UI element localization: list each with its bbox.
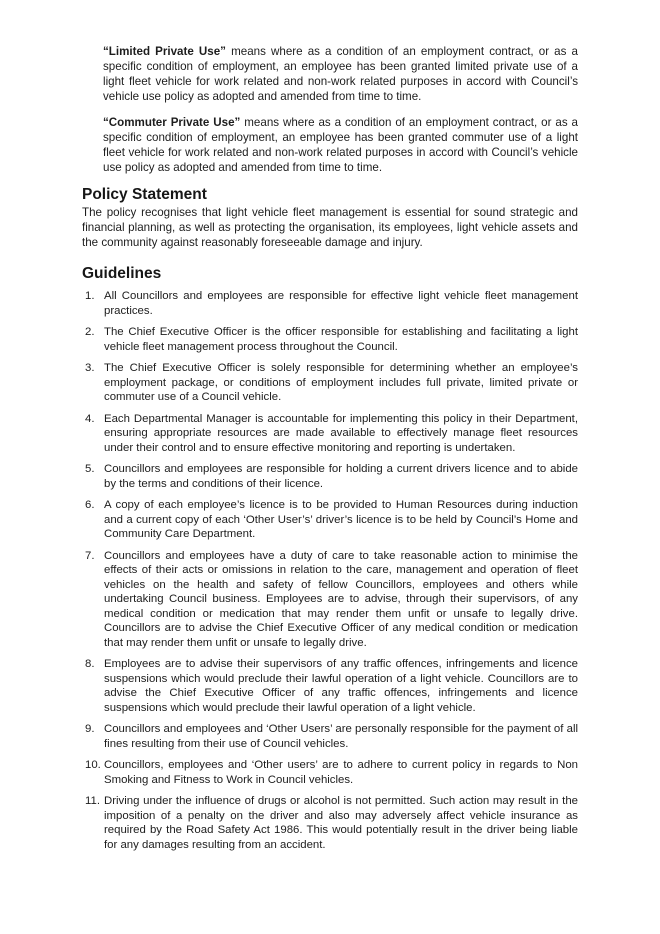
guideline-item-5 <box>82 462 578 491</box>
guideline-number: 1. <box>85 290 95 302</box>
guideline-item-1 <box>82 289 578 318</box>
guideline-number: 2. <box>85 326 95 338</box>
guideline-text: Driving under the influence of drugs or alcohol is not permitted. Such action may result in the imposition of a penalty on the driver and also may adversely affect vehicle insurance as required by the Road Safety Act 1986. This would potentially result in the driver being liable for any damages resulting from an accident. <box>104 795 578 851</box>
guideline-text: The Chief Executive Officer is the officer responsible for establishing and facilitating a light vehicle fleet management process throughout the Council. <box>104 326 578 353</box>
guideline-text: Each Departmental Manager is accountable for implementing this policy in their Department, ensuring appropriate resources are made available to effectively manage fleet resources under their control and to ensure effective monitoring and reporting is undertaken. <box>104 412 578 454</box>
guidelines-list <box>82 289 578 852</box>
guideline-item-11 <box>82 794 578 852</box>
guidelines-heading: Guidelines <box>82 265 162 282</box>
guideline-number: 5. <box>85 463 95 475</box>
guideline-item-10 <box>82 758 578 787</box>
guideline-item-2 <box>82 325 578 354</box>
definition-body-commuter: means where as a condition of an employment contract, or as a specific condition of employment, an employee has been granted commuter use of a light fleet vehicle for work related and non-work related purposes in accord with Council’s vehicle use policy as adopted and amended from time to time. <box>103 116 578 174</box>
guideline-item-7 <box>82 549 578 651</box>
guideline-item-3 <box>82 361 578 405</box>
guideline-text: Councillors and employees have a duty of care to take reasonable action to minimise the effects of their acts or omissions in relation to the care, management and operation of fleet vehicles on the health and safety of fellow Councillors, employees and others while undertaking Council business. Employees are to advise, through their supervisors, of any medical condition or medication that may render them unfit or unsafe to legally drive. Councillors are to advise the Chief Executive Officer of any medical condition or medication that may render them unfit or unsafe to legally drive. <box>104 549 578 649</box>
guideline-text: Councillors, employees and ‘Other users’ are to adhere to current policy in regards to Non Smoking and Fitness to Work in Council vehicles. <box>104 759 578 786</box>
guideline-number: 11. <box>85 795 100 807</box>
guideline-text: Employees are to advise their supervisors of any traffic offences, infringements and licence suspensions which would preclude their lawful operation of a light vehicle. Councillors are to advise the Chief Executive Officer of any traffic offences, infringements and licence suspensions which would preclude their lawful operation of a light vehicle. <box>104 658 578 714</box>
guideline-item-4 <box>82 412 578 456</box>
definition-commuter-private-use <box>103 115 578 175</box>
guideline-number: 4. <box>85 412 95 425</box>
guideline-number: 3. <box>85 362 95 374</box>
definition-term-commuter: “Commuter Private Use” <box>103 116 241 129</box>
guideline-number: 10. <box>85 759 101 771</box>
guideline-number: 9. <box>85 723 95 735</box>
guideline-number: 7. <box>85 549 95 562</box>
guideline-text: All Councillors and employees are responsible for effective light vehicle fleet management practices. <box>104 290 578 317</box>
definition-term-limited: “Limited Private Use” <box>103 45 226 58</box>
guideline-text: Councillors and employees and ‘Other Users’ are personally responsible for the payment of all fines resulting from their use of Council vehicles. <box>104 723 578 750</box>
definition-limited-private-use <box>103 44 578 104</box>
guideline-item-8 <box>82 657 578 715</box>
policy-statement-heading: Policy Statement <box>82 186 207 203</box>
guideline-text: The Chief Executive Officer is solely responsible for determining whether an employee’s employment package, or conditions of employment includes full private, limited private or commuter use of a Council vehicle. <box>104 362 578 403</box>
guideline-number: 6. <box>85 499 95 511</box>
guideline-item-6 <box>82 498 578 542</box>
guideline-text: Councillors and employees are responsible for holding a current drivers licence and to abide by the terms and conditions of their licence. <box>104 463 578 490</box>
guideline-text: A copy of each employee’s licence is to be provided to Human Resources during induction and a current copy of each ‘Other User’s’ driver’s licence is to be held by Council’s Home and Community Care Department. <box>104 499 578 540</box>
policy-statement-body: The policy recognises that light vehicle fleet management is essential for sound strategic and financial planning, as well as protecting the organisation, its employees, light vehicle assets and the community against reasonably foreseeable damage and injury. <box>82 206 578 249</box>
guideline-item-9 <box>82 722 578 751</box>
definition-body-limited: means where as a condition of an employment contract, or as a specific condition of employment, an employee has been granted limited private use of a light fleet vehicle for work related and non-work related purposes in accord with Council’s vehicle use policy as adopted and amended from time to time. <box>103 45 578 103</box>
guideline-number: 8. <box>85 658 95 670</box>
